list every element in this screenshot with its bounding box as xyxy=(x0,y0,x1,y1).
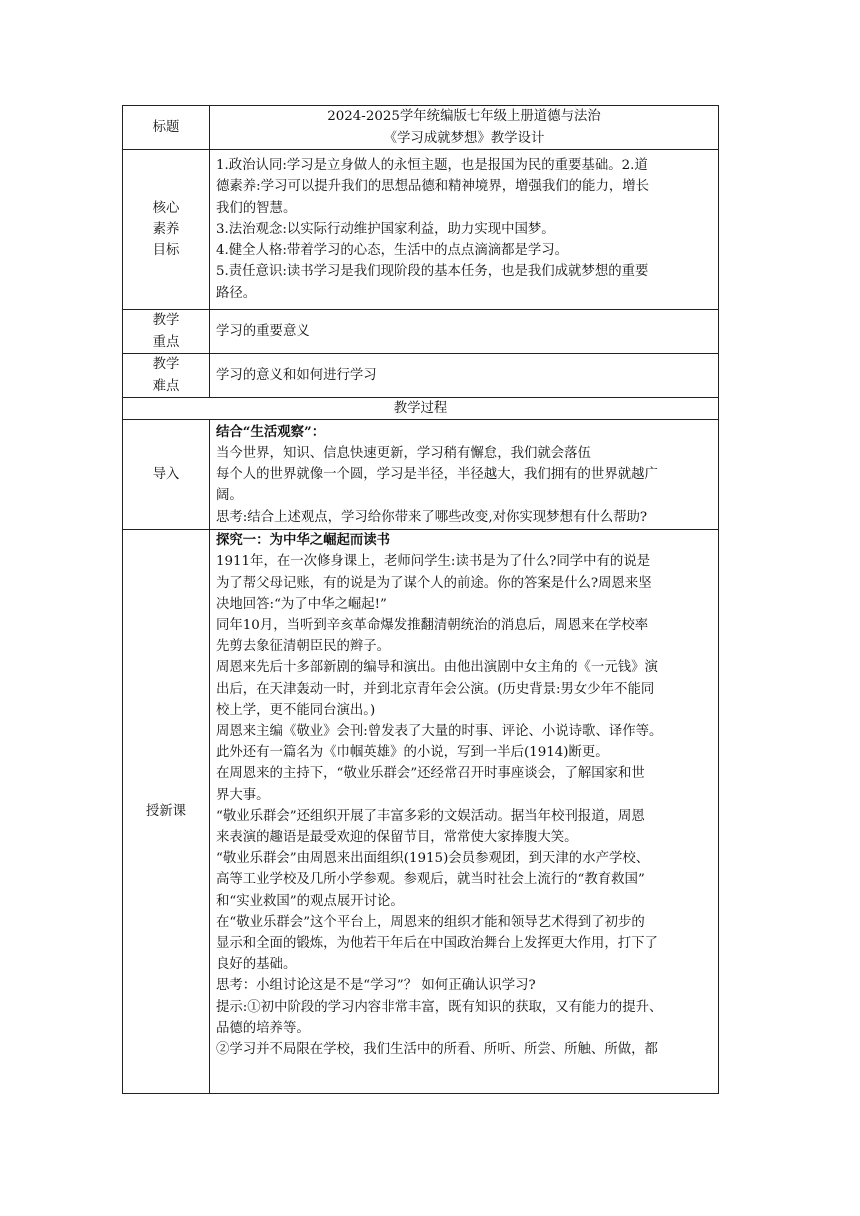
core-literacy-row xyxy=(123,150,719,310)
intro-content xyxy=(210,420,719,530)
intro-line: 每个人的世界就像一个圆，学习是半径，半径越大，我们拥有的世界就越广 xyxy=(216,467,658,483)
core-literacy-line: 1.政治认同:学习是立身做人的永恒主题，也是报国为民的重要基础。2.道 xyxy=(216,158,648,174)
core-literacy-line: 路径。 xyxy=(216,285,257,301)
new-lesson-line: 在“敬业乐群会”这个平台上，周恩来的组织才能和领导艺术得到了初步的 xyxy=(216,914,645,930)
core-literacy-line: 4.健全人格:带着学习的心态，生活中的点点滴滴都是学习。 xyxy=(216,243,569,259)
new-lesson-line: 思考：小组讨论这是不是“学习”？ 如何正确认识学习? xyxy=(216,978,536,994)
intro-label: 导入 xyxy=(123,420,210,530)
new-lesson-line: 品德的培养等。 xyxy=(216,1020,310,1036)
intro-heading: 结合“生活观察”： xyxy=(216,423,326,440)
new-lesson-line: 来表演的趣语是最受欢迎的保留节目，常常使大家捧腹大笑。 xyxy=(216,830,578,846)
difficulty-label xyxy=(123,354,210,398)
new-lesson-line: 在周恩来的主持下，“敬业乐群会”还经常召开时事座谈会，了解国家和世 xyxy=(216,766,645,782)
core-literacy-label-line: 目标 xyxy=(152,243,180,259)
new-lesson-line: 高等工业学校及几所小学参观。参观后，就当时社会上流行的“教育救国” xyxy=(216,872,645,888)
new-lesson-line: 为了帮父母记账，有的说是为了谋个人的前途。你的答案是什么?周恩来坚 xyxy=(216,575,652,591)
core-literacy-label-line: 核心 xyxy=(152,200,180,216)
document-title-line: 2024-2025学年统编版七年级上册道德与法治 xyxy=(327,109,601,125)
new-lesson-line: 和“实业救国”的观点展开讨论。 xyxy=(216,893,404,909)
difficulty-label-line: 教学 xyxy=(152,357,180,373)
key-point-label-line: 重点 xyxy=(152,334,180,350)
new-lesson-line: 界大事。 xyxy=(216,787,270,803)
core-literacy-content xyxy=(210,150,719,310)
new-lesson-line: 提示:①初中阶段的学习内容非常丰富，既有知识的获取，又有能力的提升、 xyxy=(216,999,663,1015)
new-lesson-line: 显示和全面的锻炼，为他若干年后在中国政治舞台上发挥更大作用，打下了 xyxy=(216,936,658,952)
new-lesson-row xyxy=(123,530,719,1094)
intro-line: 阔。 xyxy=(216,488,243,504)
lesson-plan-table xyxy=(122,105,719,1094)
process-header: 教学过程 xyxy=(123,398,719,420)
difficulty-text: 学习的意义和如何进行学习 xyxy=(210,354,719,398)
new-lesson-line: 出后，在天津轰动一时，并到北京青年会公演。(历史背景:男女少年不能同 xyxy=(216,681,655,697)
new-lesson-line: “敬业乐群会”由周恩来出面组织(1915)会员参观团，到天津的水产学校、 xyxy=(216,851,650,867)
new-lesson-line: 良好的基础。 xyxy=(216,957,297,973)
intro-line: 当今世界，知识、信息快速更新，学习稍有懈怠，我们就会落伍 xyxy=(216,445,591,461)
key-point-label-line: 教学 xyxy=(152,313,180,329)
new-lesson-line: 同年10月，当听到辛亥革命爆发推翻清朝统治的消息后，周恩来在学校率 xyxy=(216,618,649,634)
intro-row xyxy=(123,420,719,530)
core-literacy-label-line: 素养 xyxy=(152,221,180,237)
core-literacy-line: 3.法治观念:以实际行动维护国家利益，助力实现中国梦。 xyxy=(216,221,555,237)
core-literacy-line: 我们的智慧。 xyxy=(216,200,297,216)
new-lesson-line: 校上学，更不能同台演出。) xyxy=(216,702,376,718)
new-lesson-line: 周恩来先后十多部新剧的编导和演出。由他出演剧中女主角的《一元钱》演 xyxy=(216,660,658,676)
key-point-row xyxy=(123,310,719,354)
new-lesson-line: “敬业乐群会”还组织开展了丰富多彩的文娱活动。据当年校刊报道，周恩 xyxy=(216,808,645,824)
new-lesson-label: 授新课 xyxy=(123,530,210,1094)
new-lesson-line: 1911年，在一次修身课上，老师问学生:读书是为了什么?同学中有的说是 xyxy=(216,554,651,570)
new-lesson-content xyxy=(210,530,719,1094)
core-literacy-line: 德素养:学习可以提升我们的思想品德和精神境界，增强我们的能力，增长 xyxy=(216,179,650,195)
intro-line: 思考:结合上述观点，学习给你带来了哪些改变,对你实现梦想有什么帮助? xyxy=(216,509,648,525)
new-lesson-line: 周恩来主编《敬业》会刊:曾发表了大量的时事、评论、小说诗歌、译作等。 xyxy=(216,724,663,740)
new-lesson-line: ②学习并不局限在学校，我们生活中的所看、所听、所尝、所触、所做，都 xyxy=(216,1042,658,1058)
title-row xyxy=(123,106,719,150)
new-lesson-line: 此外还有一篇名为《巾帼英雄》的小说，写到一半后(1914)断更。 xyxy=(216,745,609,761)
key-point-text: 学习的重要意义 xyxy=(210,310,719,354)
key-point-label xyxy=(123,310,210,354)
difficulty-label-line: 难点 xyxy=(152,378,180,394)
new-lesson-heading: 探究一：为中华之崛起而读书 xyxy=(216,532,391,549)
new-lesson-line: 先剪去象征清朝臣民的辫子。 xyxy=(216,639,391,655)
document-title-line: 《学习成就梦想》教学设计 xyxy=(383,130,545,146)
process-header-row xyxy=(123,398,719,420)
title-label: 标题 xyxy=(123,106,210,150)
document-title xyxy=(210,106,719,150)
core-literacy-label xyxy=(123,150,210,310)
difficulty-row xyxy=(123,354,719,398)
core-literacy-line: 5.责任意识:读书学习是我们现阶段的基本任务，也是我们成就梦想的重要 xyxy=(216,264,649,280)
new-lesson-line: 决地回答:“为了中华之崛起!” xyxy=(216,596,387,612)
